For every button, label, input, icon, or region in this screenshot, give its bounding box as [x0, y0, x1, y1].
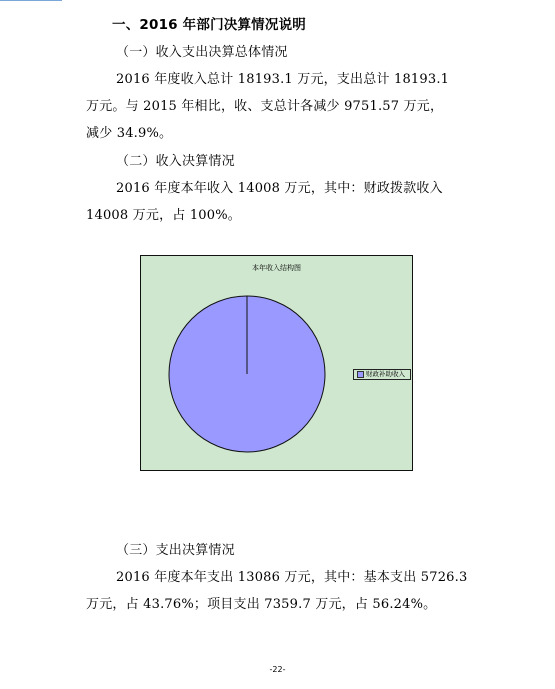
income-structure-chart — [140, 255, 413, 471]
legend-swatch — [357, 371, 364, 378]
chart-title: 本年收入结构图 — [252, 264, 301, 272]
subheading-income: （二）收入决算情况 — [116, 154, 235, 169]
subheading-expenditure: （三）支出决算情况 — [116, 543, 235, 558]
chart-legend — [353, 369, 411, 380]
paragraph-overview-line2: 万元。与 2015 年相比，收、支总计各减少 9751.57 万元， — [86, 99, 444, 114]
section-heading: 一、2016 年部门决算情况说明 — [112, 17, 306, 33]
paragraph-overview-line3: 减少 34.9%。 — [86, 126, 173, 141]
page-number: -22- — [269, 665, 286, 674]
legend-label: 财政补助收入 — [366, 370, 405, 378]
paragraph-expenditure-line2: 万元，占 43.76%；项目支出 7359.7 万元，占 56.24%。 — [86, 597, 437, 612]
paragraph-overview-line1: 2016 年度收入总计 18193.1 万元，支出总计 18193.1 — [116, 72, 450, 87]
paragraph-income-line1: 2016 年度本年收入 14008 万元，其中：财政拨款收入 — [116, 181, 443, 196]
header-rule — [0, 0, 62, 1]
pie-chart-svg — [141, 256, 414, 472]
subheading-overview: （一）收入支出决算总体情况 — [116, 45, 288, 60]
paragraph-expenditure-line1: 2016 年度本年支出 13086 万元，其中：基本支出 5726.3 — [116, 570, 468, 585]
paragraph-income-line2: 14008 万元，占 100%。 — [86, 208, 241, 223]
